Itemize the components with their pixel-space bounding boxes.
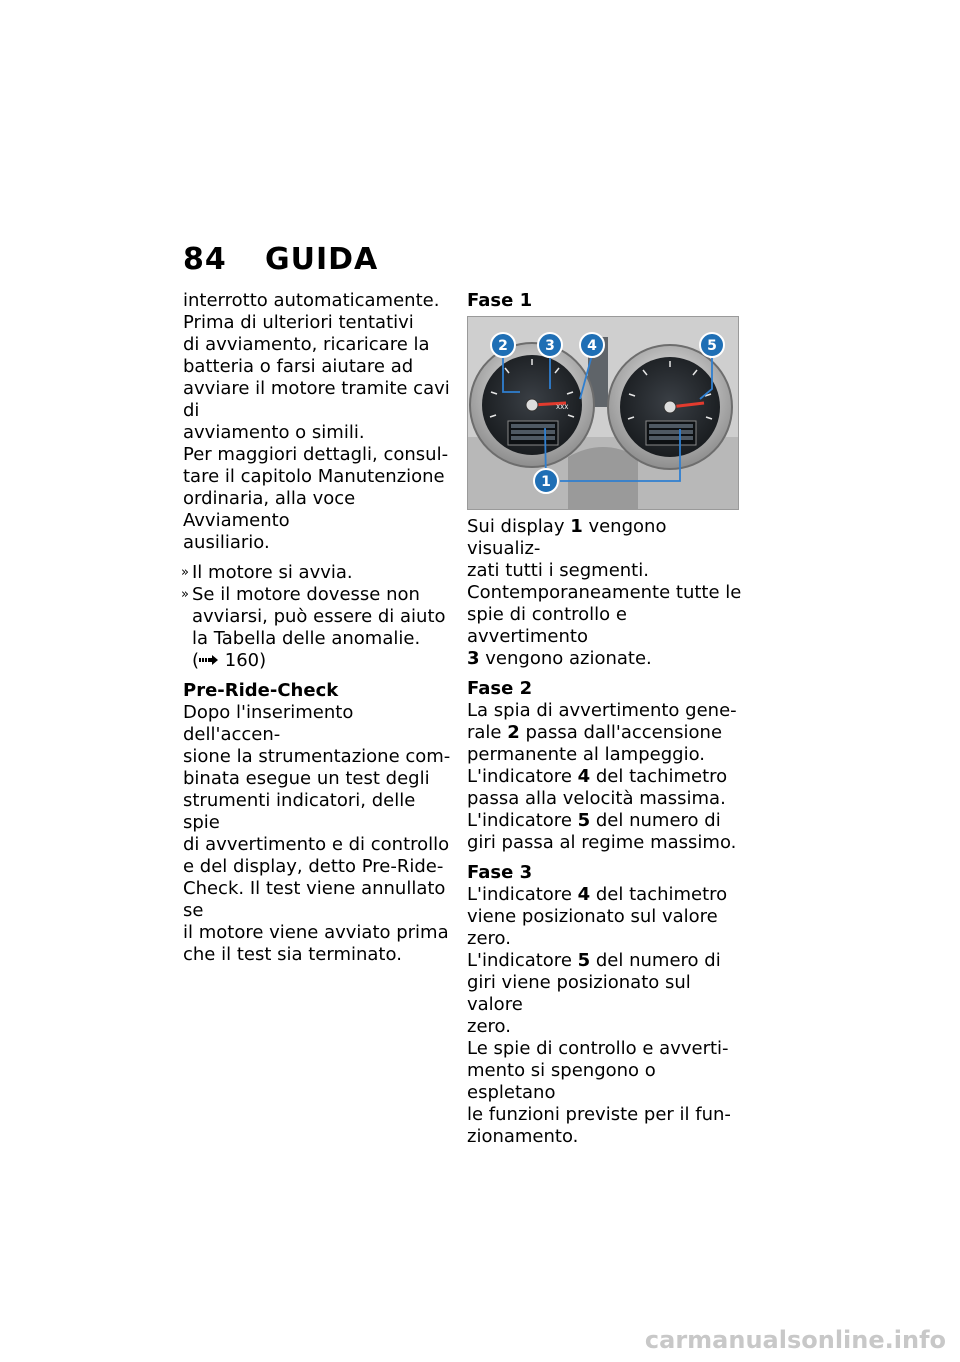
text-run: L'indicatore [467, 884, 578, 905]
section-heading-fase-2: Fase 2 [467, 678, 533, 699]
ref-number: 2 [507, 722, 520, 743]
text-run: Sui display [467, 516, 571, 537]
text-line: Le spie di controllo e avverti- [467, 1038, 729, 1059]
ref-number: 3 [467, 648, 480, 669]
text-run: vengono azionate. [479, 648, 652, 669]
text-line: passa alla velocità massima. [467, 788, 726, 809]
list-item-text: avviarsi, può essere di aiuto [192, 606, 446, 627]
ref-number: 5 [577, 810, 591, 831]
ref-number: 4 [577, 766, 591, 787]
callout-badge-2 [491, 333, 515, 357]
double-chevron-icon: » [181, 587, 189, 602]
ref-page-number: 160) [219, 650, 267, 671]
text-line: giri viene posizionato sul valore [467, 972, 691, 1015]
text-line: interrotto automaticamente. [183, 290, 440, 311]
text-run: del tachimetro [590, 766, 728, 787]
pre-ride-check-paragraph [183, 702, 453, 966]
page-reference-link[interactable] [192, 650, 266, 672]
text-line: La spia di avvertimento gene- [467, 700, 737, 721]
ref-number: 1 [570, 516, 583, 537]
section-heading-fase-1: Fase 1 [467, 290, 533, 311]
callout-number: 4 [587, 338, 597, 354]
callout-badge-1 [534, 469, 558, 493]
fase-3-paragraph [467, 884, 742, 1148]
section-heading-pre-ride-check: Pre-Ride-Check [183, 680, 339, 701]
fase-2-paragraph [467, 700, 742, 854]
text-line: binata esegue un test degli [183, 768, 430, 789]
ref-paren: ( [192, 650, 200, 671]
text-line: mento si spengono o espletano [467, 1060, 656, 1103]
text-line: viene posizionato sul valore [467, 906, 718, 927]
text-run: rale [467, 722, 508, 743]
callout-number: 3 [545, 338, 555, 354]
page-number: 84 [183, 242, 227, 277]
text-line: avviamento o simili. [183, 422, 365, 443]
list-item-text: la Tabella delle anomalie. [192, 628, 421, 649]
text-line: Per maggiori dettagli, consul- [183, 444, 449, 465]
text-line: zionamento. [467, 1126, 579, 1147]
text-run: del tachimetro [590, 884, 728, 905]
text-line: batteria o farsi aiutare ad [183, 356, 414, 377]
double-chevron-icon: » [181, 565, 189, 580]
text-line: tare il capitolo Manutenzione [183, 466, 445, 487]
text-line: di avviamento, ricaricare la [183, 334, 430, 355]
text-run: L'indicatore [467, 810, 578, 831]
text-line: spie di controllo e avvertimento [467, 604, 627, 647]
text-line: Dopo l'inserimento dell'accen- [183, 702, 354, 745]
text-line: le funzioni previste per il fun- [467, 1104, 731, 1125]
text-line: permanente al lampeggio. [467, 744, 705, 765]
text-line: zero. [467, 1016, 511, 1037]
section-title: GUIDA [265, 242, 379, 277]
list-item-text: Il motore si avvia. [192, 562, 353, 583]
gauge-readout: XXX [556, 404, 569, 411]
text-line: zero. [467, 928, 511, 949]
page-header [183, 242, 378, 277]
right-column [467, 290, 742, 1156]
text-line: Contemporaneamente tutte le [467, 582, 742, 603]
text-line: il motore viene avviato prima [183, 922, 449, 943]
callout-number: 2 [498, 338, 508, 354]
instrument-cluster-figure [467, 316, 739, 510]
text-line: giri passa al regime massimo. [467, 832, 737, 853]
text-run: L'indicatore [467, 950, 578, 971]
text-run: passa dall'accensione [519, 722, 723, 743]
text-line: e del display, detto Pre-Ride- [183, 856, 444, 877]
text-line: che il test sia terminato. [183, 944, 402, 965]
callout-number: 5 [707, 338, 717, 354]
arrow-reference-icon [199, 654, 219, 666]
text-run: vengono visualiz- [467, 516, 667, 559]
text-line: ordinaria, alla voce Avviamento [183, 488, 356, 531]
list-item-text: Se il motore dovesse non [192, 584, 420, 605]
intro-paragraph [183, 290, 453, 554]
callout-badge-4 [580, 333, 604, 357]
section-heading-fase-3: Fase 3 [467, 862, 533, 883]
callout-number: 1 [541, 474, 551, 490]
left-column [183, 290, 453, 974]
text-run: del numero di [590, 950, 721, 971]
text-line: Check. Il test viene annullato se [183, 878, 446, 921]
result-list [183, 562, 453, 672]
text-line: di avvertimento e di controllo [183, 834, 450, 855]
fase-1-paragraph [467, 516, 742, 670]
list-item [183, 584, 453, 672]
watermark-footer: carmanualsonline.info [644, 1326, 946, 1354]
ref-number: 5 [577, 950, 591, 971]
list-item [183, 562, 453, 584]
text-line: Prima di ulteriori tentativi [183, 312, 414, 333]
text-run: L'indicatore [467, 766, 578, 787]
text-line: avviare il motore tramite cavi di [183, 378, 450, 421]
text-run: del numero di [590, 810, 721, 831]
text-line: zati tutti i segmenti. [467, 560, 649, 581]
text-line: sione la strumentazione com- [183, 746, 451, 767]
text-line: ausiliario. [183, 532, 270, 553]
ref-number: 4 [577, 884, 591, 905]
callout-badge-5 [700, 333, 724, 357]
text-line: strumenti indicatori, delle spie [183, 790, 416, 833]
callout-badge-3 [538, 333, 562, 357]
